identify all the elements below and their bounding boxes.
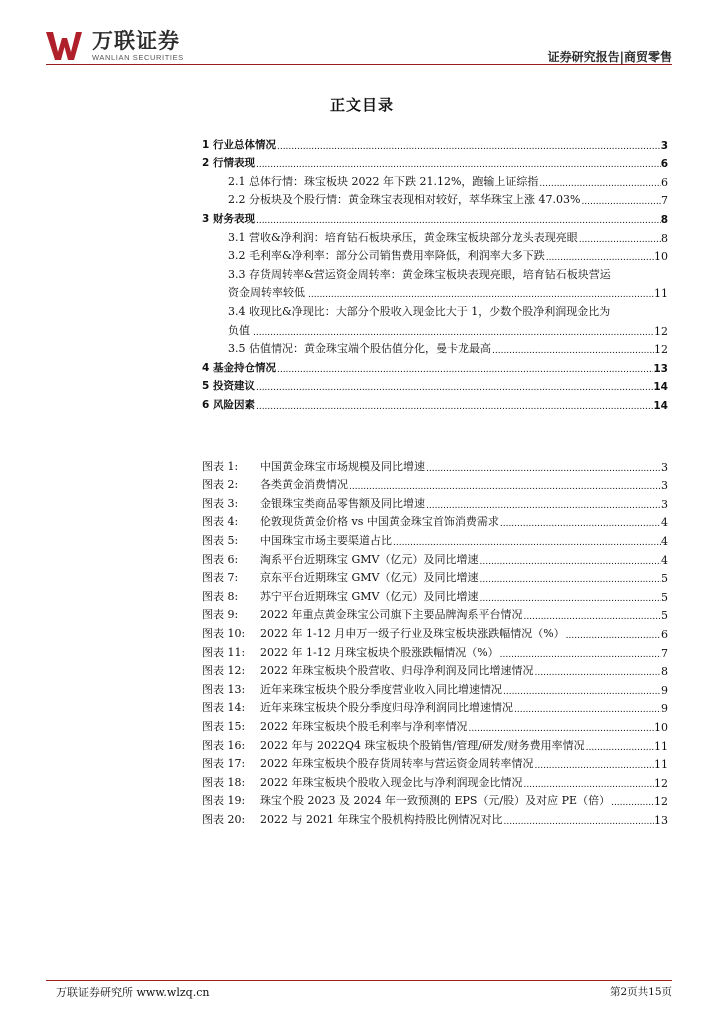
figure-page: 13 xyxy=(654,813,668,827)
toc-entry[interactable] xyxy=(202,375,668,394)
toc-entry[interactable] xyxy=(202,356,668,375)
figure-title: 2022 年与 2022Q4 珠宝板块个股销售/管理/研发/财务费用率情况 xyxy=(260,738,585,752)
toc-entry-line1[interactable]: 3.3 存货周转率&营运资金周转率：黄金珠宝板块表现亮眼，培育钻石板块营运 xyxy=(228,267,611,281)
figure-title: 中国黄金珠宝市场规模及同比增速 xyxy=(260,459,425,473)
figure-title: 淘系平台近期珠宝 GMV（亿元）及同比增速 xyxy=(260,552,479,566)
figure-label: 图表 17: xyxy=(202,757,246,771)
figure-page: 8 xyxy=(661,665,668,679)
figure-page: 12 xyxy=(654,776,668,790)
figure-title: 2022 年重点黄金珠宝公司旗下主要品牌淘系平台情况 xyxy=(260,608,523,622)
toc-entry[interactable] xyxy=(202,170,668,189)
toc-entry[interactable] xyxy=(202,207,668,226)
wanlian-logo-icon xyxy=(46,30,86,62)
figure-title: 苏宁平台近期珠宝 GMV（亿元）及同比增速 xyxy=(260,589,479,603)
figure-label: 图表 13: xyxy=(202,682,246,696)
figure-entry[interactable] xyxy=(202,622,668,641)
toc-entry-page: 13 xyxy=(653,362,668,375)
figure-page: 4 xyxy=(661,534,668,548)
toc-entry-text: 3.1 营收&净利润：培育钻石板块承压，黄金珠宝板块部分龙头表现亮眼 xyxy=(228,230,578,244)
table-of-contents xyxy=(202,133,668,412)
figure-title: 2022 年 1-12 月申万一级子行业及珠宝板块涨跌幅情况（%） xyxy=(260,626,565,640)
figure-entry[interactable] xyxy=(202,529,668,548)
figure-label: 图表 5: xyxy=(202,533,239,547)
toc-entry-page: 12 xyxy=(654,343,668,357)
figure-label: 图表 20: xyxy=(202,812,246,826)
toc-entry-text: 3.5 估值情况：黄金珠宝端个股估值分化，曼卡龙最高 xyxy=(228,342,491,356)
figure-entry[interactable] xyxy=(202,808,668,827)
figure-page: 7 xyxy=(661,646,668,660)
figure-label: 图表 10: xyxy=(202,626,246,640)
figure-label: 图表 9: xyxy=(202,608,239,622)
figure-entry[interactable] xyxy=(202,492,668,511)
figure-entry[interactable] xyxy=(202,641,668,660)
figure-title: 2022 年珠宝板块个股存货周转率与营运资金周转率情况 xyxy=(260,757,534,771)
figure-entry[interactable] xyxy=(202,678,668,697)
toc-entry[interactable] xyxy=(202,393,668,412)
toc-entry[interactable] xyxy=(202,133,668,152)
toc-entry-text: 2 行情表现 xyxy=(202,157,255,170)
toc-entry-page: 14 xyxy=(653,399,668,412)
figure-entry[interactable] xyxy=(202,771,668,790)
figure-page: 6 xyxy=(661,627,668,641)
figure-entry[interactable] xyxy=(202,511,668,530)
figure-title: 京东平台近期珠宝 GMV（亿元）及同比增速 xyxy=(260,571,479,585)
figure-page: 3 xyxy=(661,497,668,511)
toc-entry[interactable] xyxy=(202,338,668,357)
logo-text-en: WANLIAN SECURITIES xyxy=(92,52,184,62)
figure-page: 4 xyxy=(661,553,668,567)
figure-page: 5 xyxy=(661,590,668,604)
figure-title: 珠宝个股 2023 及 2024 年一致预测的 EPS（元/股）及对应 PE（倍） xyxy=(260,794,611,808)
figure-label: 图表 15: xyxy=(202,719,246,733)
figure-page: 12 xyxy=(654,795,668,809)
toc-entry-page: 12 xyxy=(654,324,668,338)
figure-page: 10 xyxy=(654,720,668,734)
figure-entry[interactable] xyxy=(202,604,668,623)
toc-entry-text: 3 财务表现 xyxy=(202,212,255,225)
figure-title: 近年来珠宝板块个股分季度营业收入同比增速情况 xyxy=(260,682,502,696)
header-divider xyxy=(46,64,672,65)
toc-entry-text: 资金周转率较低 xyxy=(228,286,305,300)
figure-title: 2022 年 1-12 月珠宝板块个股涨跌幅情况（%） xyxy=(260,645,499,659)
figure-label: 图表 12: xyxy=(202,664,246,678)
toc-entry-text: 6 风险因素 xyxy=(202,398,255,411)
figure-label: 图表 3: xyxy=(202,496,239,510)
toc-entry-line2[interactable] xyxy=(202,282,668,301)
figure-entry[interactable] xyxy=(202,474,668,493)
figure-title: 2022 年珠宝板块个股毛利率与净利率情况 xyxy=(260,719,468,733)
toc-entry-page: 11 xyxy=(654,287,668,301)
toc-entry-page: 8 xyxy=(660,213,668,226)
figure-label: 图表 8: xyxy=(202,589,239,603)
figure-entry[interactable] xyxy=(202,455,668,474)
toc-entry-text: 2.2 分板块及个股行情：黄金珠宝表现相对较好，萃华珠宝上涨 47.03% xyxy=(228,193,581,207)
figure-label: 图表 19: xyxy=(202,794,246,808)
figure-page: 3 xyxy=(661,479,668,493)
figure-title: 金银珠宝类商品零售额及同比增速 xyxy=(260,496,425,510)
toc-entry-text: 2.1 总体行情：珠宝板块 2022 年下跌 21.12%，跑输上证综指 xyxy=(228,174,539,188)
figure-entry[interactable] xyxy=(202,567,668,586)
toc-entry-line2[interactable] xyxy=(202,319,668,338)
figure-title: 2022 与 2021 年珠宝个股机构持股比例情况对比 xyxy=(260,812,503,826)
footer-source: 万联证券研究所 www.wlzq.cn xyxy=(56,986,210,999)
company-logo xyxy=(46,30,184,62)
figure-entry[interactable] xyxy=(202,697,668,716)
logo-text-cn: 万联证券 xyxy=(92,28,180,53)
toc-entry[interactable] xyxy=(202,245,668,264)
toc-entry-text: 负值 xyxy=(228,323,250,337)
figure-title: 2022 年珠宝板块个股收入现金比与净利润现金比情况 xyxy=(260,775,523,789)
footer-divider xyxy=(46,980,672,981)
figure-title: 伦敦现货黄金价格 vs 中国黄金珠宝首饰消费需求 xyxy=(260,515,499,529)
page-number: 第2页共15页 xyxy=(609,986,672,998)
figure-title: 各类黄金消费情况 xyxy=(260,478,348,492)
figure-label: 图表 11: xyxy=(202,645,246,659)
toc-entry-page: 14 xyxy=(653,381,668,394)
toc-entry-line1[interactable]: 3.4 收现比&净现比：大部分个股收入现金比大于 1，少数个股净利润现金比为 xyxy=(228,304,611,318)
toc-entry-page: 10 xyxy=(654,250,668,264)
figure-page: 9 xyxy=(661,683,668,697)
figure-label: 图表 2: xyxy=(202,478,239,492)
toc-entry-text: 4 基金持仓情况 xyxy=(202,361,276,374)
figure-label: 图表 4: xyxy=(202,515,239,529)
document-type: 证券研究报告|商贸零售 xyxy=(547,50,672,64)
figure-entry[interactable] xyxy=(202,753,668,772)
figure-page: 3 xyxy=(661,460,668,474)
toc-entry-text: 1 行业总体情况 xyxy=(202,138,276,151)
figure-label: 图表 18: xyxy=(202,775,246,789)
figure-title: 中国珠宝市场主要渠道占比 xyxy=(260,533,392,547)
figure-label: 图表 16: xyxy=(202,738,246,752)
figure-title: 近年来珠宝板块个股分季度归母净利润同比增速情况 xyxy=(260,701,513,715)
figure-title: 2022 年珠宝板块个股营收、归母净利润及同比增速情况 xyxy=(260,664,534,678)
figure-entry[interactable] xyxy=(202,790,668,809)
figure-page: 5 xyxy=(661,609,668,623)
toc-entry-page: 8 xyxy=(661,231,668,245)
figure-page: 5 xyxy=(661,572,668,586)
figure-entry[interactable] xyxy=(202,660,668,679)
toc-entry-page: 6 xyxy=(660,158,668,171)
figure-entry[interactable] xyxy=(202,548,668,567)
page-title: 正文目录 xyxy=(329,96,394,114)
figure-page: 9 xyxy=(661,702,668,716)
toc-entry[interactable] xyxy=(202,189,668,208)
toc-entry[interactable] xyxy=(202,152,668,171)
toc-entry-page: 7 xyxy=(661,194,668,208)
figure-label: 图表 14: xyxy=(202,701,246,715)
toc-entry-text: 3.2 毛利率&净利率：部分公司销售费用率降低，利润率大多下跌 xyxy=(228,249,545,263)
figure-label: 图表 7: xyxy=(202,571,239,585)
toc-entry[interactable] xyxy=(202,226,668,245)
figure-entry[interactable] xyxy=(202,715,668,734)
figure-label: 图表 6: xyxy=(202,552,239,566)
figure-page: 11 xyxy=(654,758,668,772)
toc-entry-page: 6 xyxy=(661,175,668,189)
toc-entry-text: 5 投资建议 xyxy=(202,380,255,393)
figure-label: 图表 1: xyxy=(202,459,239,473)
figure-page: 11 xyxy=(654,739,668,753)
toc-entry-page: 3 xyxy=(660,139,668,152)
figure-index xyxy=(202,455,668,827)
figure-entry[interactable] xyxy=(202,734,668,753)
figure-entry[interactable] xyxy=(202,585,668,604)
figure-page: 4 xyxy=(661,516,668,530)
